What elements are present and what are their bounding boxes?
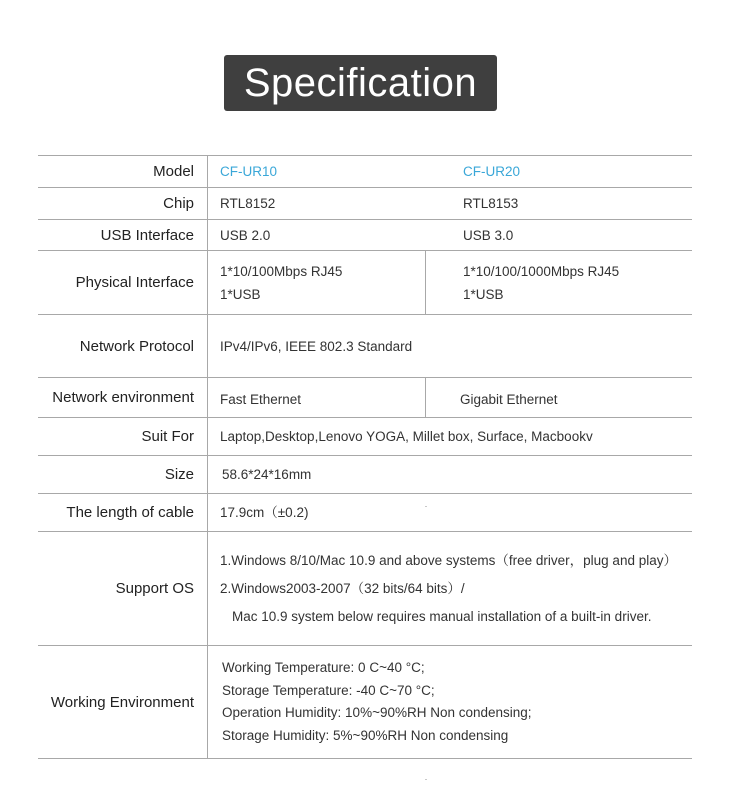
support-os-line2: 2.Windows2003-2007（32 bits/64 bits）/ — [220, 580, 465, 596]
suit-for-value: Laptop,Desktop,Lenovo YOGA, Millet box, Surface, Macbookv — [220, 429, 593, 444]
working-environment-line4: Storage Humidity: 5%~90%RH Non condensing — [222, 727, 509, 743]
column-divider — [207, 456, 208, 493]
row-cable-length — [38, 494, 692, 532]
column-divider — [207, 188, 208, 219]
row-size — [38, 456, 692, 494]
working-environment-line2: Storage Temperature: -40 C~70 °C; — [222, 682, 435, 698]
label-physical-interface: Physical Interface — [75, 274, 194, 291]
physical-interface-ur10-line1: 1*10/100Mbps RJ45 — [220, 263, 343, 279]
label-model: Model — [153, 163, 194, 180]
specification-table — [38, 155, 692, 759]
page-title: Specification — [243, 60, 478, 105]
column-divider — [207, 251, 208, 314]
usb-interface-ur20: USB 3.0 — [463, 227, 514, 243]
column-divider — [207, 418, 208, 455]
label-support-os: Support OS — [115, 580, 194, 597]
label-network-environment: Network environment — [52, 389, 194, 406]
support-os-line3: Mac 10.9 system below requires manual installation of a built-in driver. — [232, 608, 652, 624]
label-suit-for: Suit For — [141, 428, 194, 445]
physical-interface-ur20 — [463, 251, 619, 314]
physical-interface-ur10-line2: 1*USB — [220, 286, 261, 302]
support-os-value — [220, 532, 692, 645]
working-environment-line3: Operation Humidity: 10%~90%RH Non condensing; — [222, 705, 532, 720]
row-support-os — [38, 532, 692, 646]
model-cf-ur20: CF-UR20 — [463, 164, 521, 179]
label-size: Size — [164, 466, 194, 483]
column-divider — [425, 378, 426, 417]
support-os-line1: 1.Windows 8/10/Mac 10.9 and above systems（free driver，plug and play） — [220, 552, 677, 568]
column-divider — [207, 378, 208, 417]
title-banner — [224, 55, 497, 111]
column-divider — [207, 315, 208, 377]
model-cf-ur10: CF-UR10 — [220, 164, 278, 179]
column-divider — [207, 220, 208, 250]
label-chip: Chip — [163, 195, 194, 212]
physical-interface-ur10 — [220, 251, 342, 314]
column-divider — [207, 646, 208, 758]
working-environment-line1: Working Temperature: 0 C~40 °C; — [222, 660, 425, 675]
row-working-environment — [38, 646, 692, 759]
row-model — [38, 156, 692, 188]
row-suit-for — [38, 418, 692, 456]
network-environment-ur10: Fast Ethernet — [220, 392, 302, 407]
column-divider — [207, 532, 208, 645]
row-usb-interface — [38, 220, 692, 251]
network-protocol-value: IPv4/IPv6, IEEE 802.3 Standard — [220, 338, 413, 354]
cable-length-value: 17.9cm（±0.2) — [220, 505, 309, 520]
row-physical-interface — [38, 251, 692, 315]
chip-ur20: RTL8153 — [463, 196, 519, 211]
physical-interface-ur20-line2: 1*USB — [463, 286, 504, 302]
row-network-environment — [38, 378, 692, 418]
label-usb-interface: USB Interface — [100, 226, 194, 244]
size-value: 58.6*24*16mm — [222, 467, 312, 482]
decorative-dot — [425, 506, 427, 507]
usb-interface-ur10: USB 2.0 — [220, 227, 271, 243]
row-network-protocol — [38, 315, 692, 378]
column-divider — [425, 251, 426, 314]
row-chip — [38, 188, 692, 220]
decorative-dot — [425, 779, 427, 780]
network-environment-ur20: Gigabit Ethernet — [460, 392, 558, 407]
chip-ur10: RTL8152 — [220, 196, 276, 211]
label-working-environment: Working Environment — [50, 693, 194, 711]
working-environment-value — [222, 646, 692, 758]
label-cable-length: The length of cable — [66, 504, 194, 521]
column-divider — [207, 156, 208, 187]
label-network-protocol: Network Protocol — [79, 337, 194, 355]
physical-interface-ur20-line1: 1*10/100/1000Mbps RJ45 — [463, 263, 620, 279]
column-divider — [207, 494, 208, 531]
